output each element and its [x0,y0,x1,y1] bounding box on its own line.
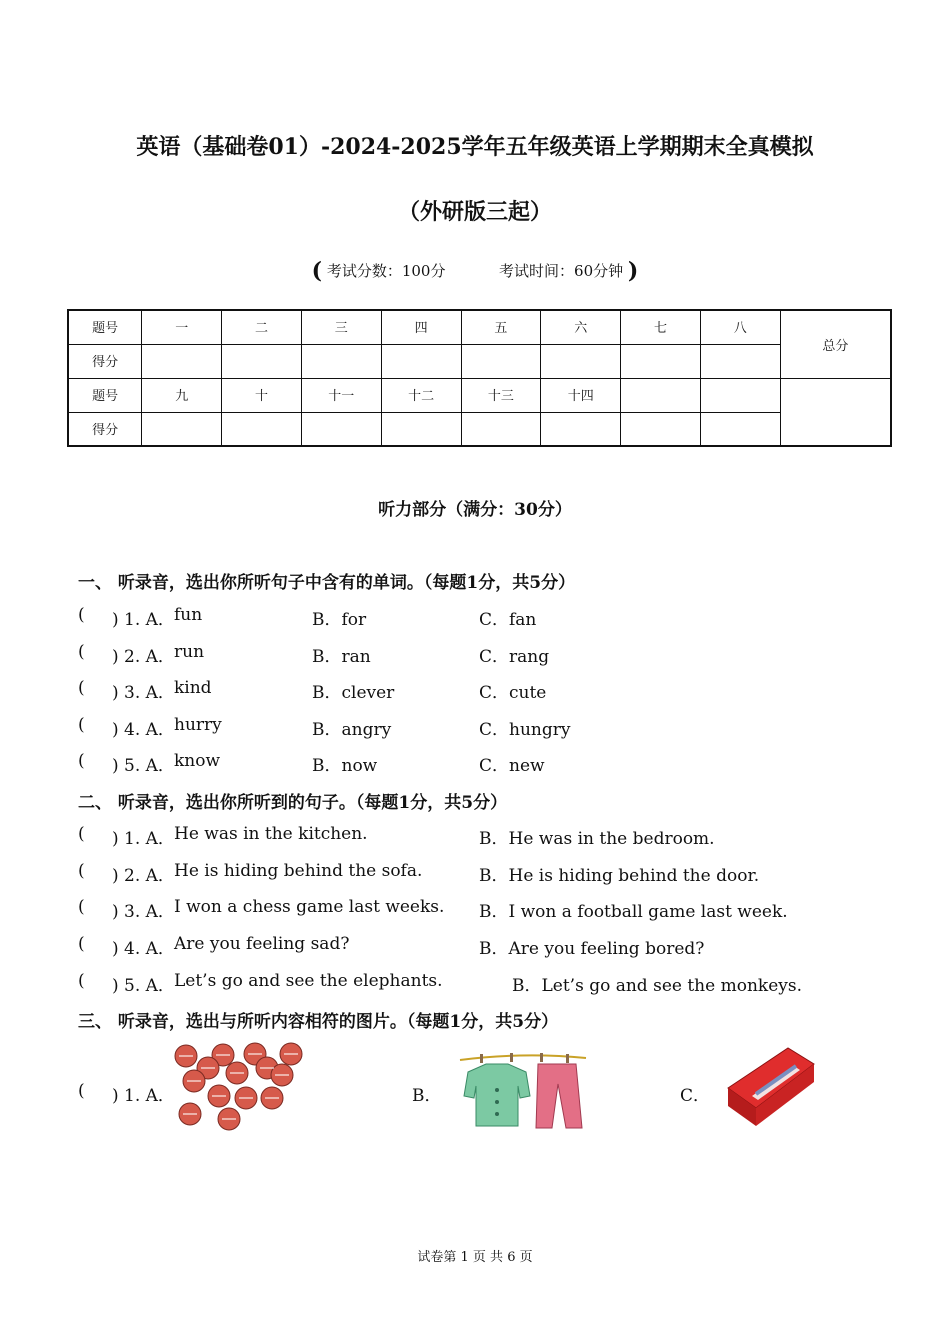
section2-title: 二、 听录音，选出你所听到的句子。（每题1分，共5分） [78,793,508,813]
table-row [68,310,891,344]
question-row [78,751,878,775]
option-b: B．now [312,756,378,776]
question-number: ) 3. A． [112,902,175,922]
score-cell[interactable] [142,412,222,446]
q-cell: 五 [461,310,541,344]
table-row [68,412,891,446]
listening-title: 听力部分（满分：30分） [378,500,572,520]
option-b: B．angry [312,720,392,740]
option-b: B．Are you feeling bored? [479,939,705,959]
option-b: B．Let’s go and see the monkeys. [512,976,802,996]
option-b: B．He was in the bedroom. [479,829,715,849]
question-row [78,642,878,666]
answer-paren[interactable]: ( [78,751,85,771]
q-cell: 二 [222,310,302,344]
q-cell: 一 [142,310,222,344]
answer-paren[interactable]: ( [78,897,85,917]
score-cell[interactable] [700,412,780,446]
table-row [68,378,891,412]
q-label-cell: 题号 [68,310,142,344]
question-number: ) 4. A． [112,939,175,959]
q-cell: 十 [222,378,302,412]
q-cell: 三 [301,310,381,344]
answer-paren[interactable]: ( [78,861,85,881]
score-cell[interactable] [541,344,621,378]
score-cell[interactable] [700,344,780,378]
q-cell: 四 [381,310,461,344]
score-table [67,309,892,447]
option-c: C．rang [479,647,550,667]
bracket-open: ( [311,258,323,284]
clothes-image [458,1050,588,1132]
answer-paren[interactable]: ( [78,678,85,698]
option-a: I won a chess game last weeks. [174,897,445,917]
answer-paren[interactable]: ( [78,605,85,625]
exam-info [0,258,950,284]
answer-paren[interactable]: ( [78,1081,85,1101]
q-cell: 八 [700,310,780,344]
score-cell[interactable] [461,344,541,378]
score-cell[interactable] [222,344,302,378]
answer-paren[interactable]: ( [78,715,85,735]
question-number: ) 2. A． [112,647,175,667]
q-cell: 九 [142,378,222,412]
total-label-cell: 总分 [780,310,891,378]
table-row [68,344,891,378]
option-a: Let’s go and see the elephants. [174,971,443,991]
question-number: ) 1. A． [112,610,175,630]
score-cell[interactable] [222,412,302,446]
option-c: C．fan [479,610,537,630]
question-row [78,824,878,848]
score-cell[interactable] [461,412,541,446]
option-a: hurry [174,715,222,735]
option-b: B．I won a football game last week. [479,902,788,922]
option-c: C．new [479,756,545,776]
q-cell: 十一 [301,378,381,412]
page-subtitle: （外研版三起） [397,199,552,225]
question-row [78,715,878,739]
option-c: C．hungry [479,720,571,740]
q-cell [700,378,780,412]
question-number: ) 2. A． [112,866,175,886]
score-cell[interactable] [621,344,701,378]
bracket-close: ) [627,258,639,284]
score-cell[interactable] [142,344,222,378]
pencil-box-image [722,1042,818,1130]
score-cell[interactable] [381,344,461,378]
score-label-cell: 得分 [68,412,142,446]
question-number: ) 1. A． [112,829,175,849]
answer-paren[interactable]: ( [78,824,85,844]
page-footer: 试卷第 1 页 共 6 页 [417,1250,533,1265]
question-number: ) 5. A． [112,976,175,996]
score-label-cell: 得分 [68,344,142,378]
answer-paren[interactable]: ( [78,642,85,662]
question-number: ) 3. A． [112,683,175,703]
section3-title: 三、 听录音，选出与所听内容相符的图片。（每题1分，共5分） [78,1012,559,1032]
answer-paren[interactable]: ( [78,971,85,991]
score-cell[interactable] [541,412,621,446]
option-a: run [174,642,205,662]
score-cell[interactable] [381,412,461,446]
option-b: B．for [312,610,367,630]
option-b: B．clever [312,683,395,703]
option-c-label: C． [680,1086,711,1106]
question-row [78,861,878,885]
score-cell[interactable] [301,412,381,446]
option-b-label: B． [412,1086,442,1106]
option-a: know [174,751,221,771]
question-row [78,897,878,921]
question-row [78,605,878,629]
question-row [78,934,878,958]
option-a: fun [174,605,203,625]
q-cell [621,378,701,412]
option-c: C．cute [479,683,547,703]
question-number: ) 5. A． [112,756,175,776]
q-cell: 六 [541,310,621,344]
score-cell[interactable] [301,344,381,378]
page-title: 英语（基础卷01）-2024-2025学年五年级英语上学期期末全真模拟 [136,134,814,160]
total-score-cell[interactable] [780,378,891,446]
option-b: B．He is hiding behind the door. [479,866,760,886]
q-cell: 七 [621,310,701,344]
score-cell[interactable] [621,412,701,446]
q-cell: 十四 [541,378,621,412]
section1-title: 一、 听录音，选出你所听句子中含有的单词。（每题1分，共5分） [78,573,576,593]
q-cell: 十三 [461,378,541,412]
balls-image [170,1040,310,1132]
exam-time: 考试时间：60分钟 [499,262,624,280]
question-number: ) 1. A． [112,1086,175,1106]
option-a: He is hiding behind the sofa. [174,861,423,881]
option-a: Are you feeling sad? [174,934,350,954]
q-label-cell: 题号 [68,378,142,412]
question-row [78,971,878,995]
question-number: ) 4. A． [112,720,175,740]
question-row [78,678,878,702]
option-a: He was in the kitchen. [174,824,368,844]
answer-paren[interactable]: ( [78,934,85,954]
option-b: B．ran [312,647,371,667]
option-a: kind [174,678,212,698]
exam-score: 考试分数：100分 [326,262,446,280]
q-cell: 十二 [381,378,461,412]
